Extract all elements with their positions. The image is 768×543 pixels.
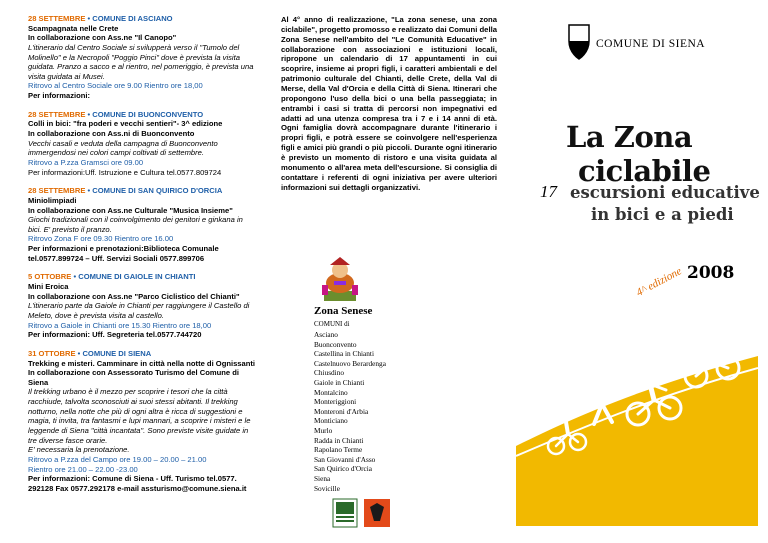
event-line: Mini Eroica bbox=[28, 282, 69, 292]
separator-dot: • bbox=[71, 272, 79, 282]
comune-item: Montalcino bbox=[314, 387, 348, 397]
event-line: Giochi tradizionali con il coinvolgimento dei genitori e ginkana in bici. E' previsto il pranzo. bbox=[28, 215, 243, 234]
cover-number: 17 bbox=[540, 182, 557, 201]
comune-item: Monticiano bbox=[314, 416, 348, 426]
comune-item: Castelnuovo Berardenga bbox=[314, 358, 386, 368]
event-line: In collaborazione con Ass.ni di Buonconvento bbox=[28, 129, 195, 139]
events-column bbox=[28, 14, 256, 502]
event-date: 28 SETTEMBRE bbox=[28, 14, 86, 23]
event-line: In collaborazione con Ass.ne "Il Canopo" bbox=[28, 33, 177, 43]
comune-item: Murlo bbox=[314, 425, 333, 435]
event-line: Ritrovo Zona F ore 09.30 Rientro ore 16.00 bbox=[28, 234, 174, 244]
event-date: 5 OTTOBRE bbox=[28, 272, 72, 282]
event-place: COMUNE DI ASCIANO bbox=[92, 14, 173, 23]
comuni-list bbox=[314, 330, 386, 493]
event-line: Trekking e misteri. Camminare in città nella notte di Ognissanti bbox=[28, 358, 256, 368]
event-block bbox=[28, 14, 256, 101]
comune-item: Rapolano Terme bbox=[314, 445, 363, 455]
comune-siena-label: COMUNE DI SIENA bbox=[596, 38, 706, 50]
event-block bbox=[28, 272, 256, 339]
comune-item: Sovicille bbox=[314, 483, 340, 493]
event-heading bbox=[28, 272, 256, 282]
event-line: Miniolimpiadi bbox=[28, 195, 77, 205]
cover-title-line1: La Zona bbox=[566, 120, 693, 154]
comune-item: Buonconvento bbox=[314, 339, 357, 349]
cyclists-illustration bbox=[516, 296, 758, 526]
mascot-icon bbox=[316, 255, 364, 305]
zona-senese-subtitle: COMUNI di bbox=[314, 320, 350, 328]
event-date: 28 SETTEMBRE bbox=[28, 186, 86, 196]
event-heading bbox=[28, 110, 256, 120]
event-date: 28 SETTEMBRE bbox=[28, 109, 86, 119]
event-line: Il trekking urbano è il mezzo per scoprire i tesori che la città racchiude, talvolta sconosciuti ai suoi stessi abitanti. Il trekking notturno, nella notte che più di ogni altra è ricca di suggestioni e magia, ti invita, tra fantasmi e lupi mannari, a scoprire i misteri e le leggende di Siena "città incantata". Sono previste visite guidate in tre diverse fasce orarie. bbox=[28, 387, 251, 445]
event-block bbox=[28, 349, 256, 494]
event-line: E' necessaria la prenotazione. bbox=[28, 445, 130, 455]
event-line: Per informazioni: Comune di Siena - Uff. Turismo tel.0577. 292128 Fax 0577.292178 e-mail assturismo@comune.siena.it bbox=[28, 474, 247, 493]
intro-text: Al 4° anno di realizzazione, "La zona senese, una zona ciclabile", progetto promosso e realizzato dai Comuni della Zona Senese nell'ambito del "Le Comunità Educative" in collaborazione con associazioni e istituzioni locali, ripropone un calendario di 17 appuntamenti in cui scoprire, insieme ai propri figli, i caratteri ambientali e del patrimonio culturale del Chianti, delle Crete, della Val di Merse, della Val d'Orcia e della Città di Siena. Itinerari che propongono l'uso della bici o una bella passeggiata; in entrambi i casi si tratta di percorsi non impegnativi ed adatti ad una utenza compresa tra i 7 e i 14 anni di età. Ogni famiglia dovrà accompagnare durante l'itinerario i propri figli, e potrà essere se coinvolgere nell'esperienza figli e amici più grandi o più piccoli. Durante ogni itinerario è previsto un momento di ristoro e una visita guidata al monumento o all'area meta dell'escursione. Si consiglia di contattare i referenti di ogni iniziativa per avere ulteriori informazioni sui dettagli organizzativi. bbox=[281, 15, 497, 192]
event-line: In collaborazione con Ass.ne Culturale "Musica Insieme" bbox=[28, 205, 233, 215]
comune-item: Monteroni d'Arbia bbox=[314, 406, 369, 416]
comune-item: Gaiole in Chianti bbox=[314, 377, 365, 387]
event-line: Scampagnata nelle Crete bbox=[28, 23, 119, 33]
comune-item: Siena bbox=[314, 473, 331, 483]
event-place: COMUNE DI GAIOLE IN CHIANTI bbox=[78, 272, 196, 282]
event-place: COMUNE DI SIENA bbox=[82, 348, 152, 358]
event-line: Per informazioni:Uff. Istruzione e Cultura tel.0577.809724 bbox=[28, 167, 222, 177]
partner-logo-icon bbox=[330, 497, 405, 529]
comune-item: San Quirico d'Orcia bbox=[314, 464, 373, 474]
separator-dot: • bbox=[75, 348, 83, 358]
event-date: 31 OTTOBRE bbox=[28, 348, 76, 358]
event-line: Colli in bici: "fra poderi e vecchi sentieri"- 3^ edizione bbox=[28, 119, 223, 129]
event-line: Vecchi casali e veduta della campagna di Buonconvento immergendosi nei colori campi coltivati di settembre. bbox=[28, 138, 218, 158]
event-line: Ritrovo a P.zza Gramsci ore 09.00 bbox=[28, 157, 144, 167]
event-line: Per informazioni e prenotazioni:Biblioteca Comunale tel.0577.899724 – Uff. Servizi Sociali 0577.899706 bbox=[28, 244, 219, 263]
cover-edition: 4^ edizione bbox=[634, 265, 684, 299]
zona-senese-title: Zona Senese bbox=[314, 305, 373, 317]
event-heading bbox=[28, 349, 256, 359]
event-heading bbox=[28, 186, 256, 196]
event-heading bbox=[28, 14, 256, 24]
event-line: Per informazioni: bbox=[28, 91, 91, 101]
event-line: Per informazioni: Uff. Segreteria tel.0577.744720 bbox=[28, 330, 202, 340]
comune-item: Castellina in Chianti bbox=[314, 349, 374, 359]
separator-dot: • bbox=[85, 14, 93, 23]
separator-dot: • bbox=[85, 186, 93, 196]
cover-title-line2: ciclabile bbox=[578, 154, 711, 188]
event-line: L'itinerario parte da Gaiole in Chianti per raggiungere il Castello di Meleto, dove è prevista visita al castello. bbox=[28, 301, 250, 320]
cover-subtitle-line2: in bici e a piedi bbox=[591, 205, 734, 224]
event-line: In collaborazione con Assessorato Turismo del Comune di Siena bbox=[28, 368, 239, 387]
event-line: Ritrovo al Centro Sociale ore 9.00 Rientro ore 18,00 bbox=[28, 81, 203, 91]
event-place: COMUNE DI BUONCONVENTO bbox=[92, 109, 204, 119]
comune-item: Chiusdino bbox=[314, 368, 345, 378]
cover-subtitle-line1: escursioni educative bbox=[570, 183, 760, 202]
comune-item: Monteriggioni bbox=[314, 397, 357, 407]
event-line: Ritrovo a Gaiole in Chianti ore 15.30 Rientro ore 18,00 bbox=[28, 320, 212, 330]
event-line: L'itinerario dal Centro Sociale si svilupperà verso il "Tumolo del Molinello" e la Necropoli "Poggio Pinci" dove è prevista la visita guidata. Pranzo a sacco e al rientro, nel pomeriggio, è prevista una visita guidata ai Musei. bbox=[28, 42, 254, 81]
cover-year: 2008 bbox=[687, 263, 735, 283]
event-line: Ritrovo a P.zza del Campo ore 19.00 – 20.00 – 21.00 bbox=[28, 454, 207, 464]
comune-item: San Giovanni d'Asso bbox=[314, 454, 376, 464]
event-line: In collaborazione con Ass.ne "Parco Ciclistico del Chianti" bbox=[28, 291, 240, 301]
event-line: Rientro ore 21.00 – 22.00 -23.00 bbox=[28, 464, 138, 474]
comune-item: Asciano bbox=[314, 330, 338, 339]
event-block bbox=[28, 110, 256, 177]
event-place: COMUNE DI SAN QUIRICO D'ORCIA bbox=[92, 186, 223, 196]
event-block bbox=[28, 186, 256, 263]
separator-dot: • bbox=[85, 109, 93, 119]
comune-item: Radda in Chianti bbox=[314, 435, 364, 445]
